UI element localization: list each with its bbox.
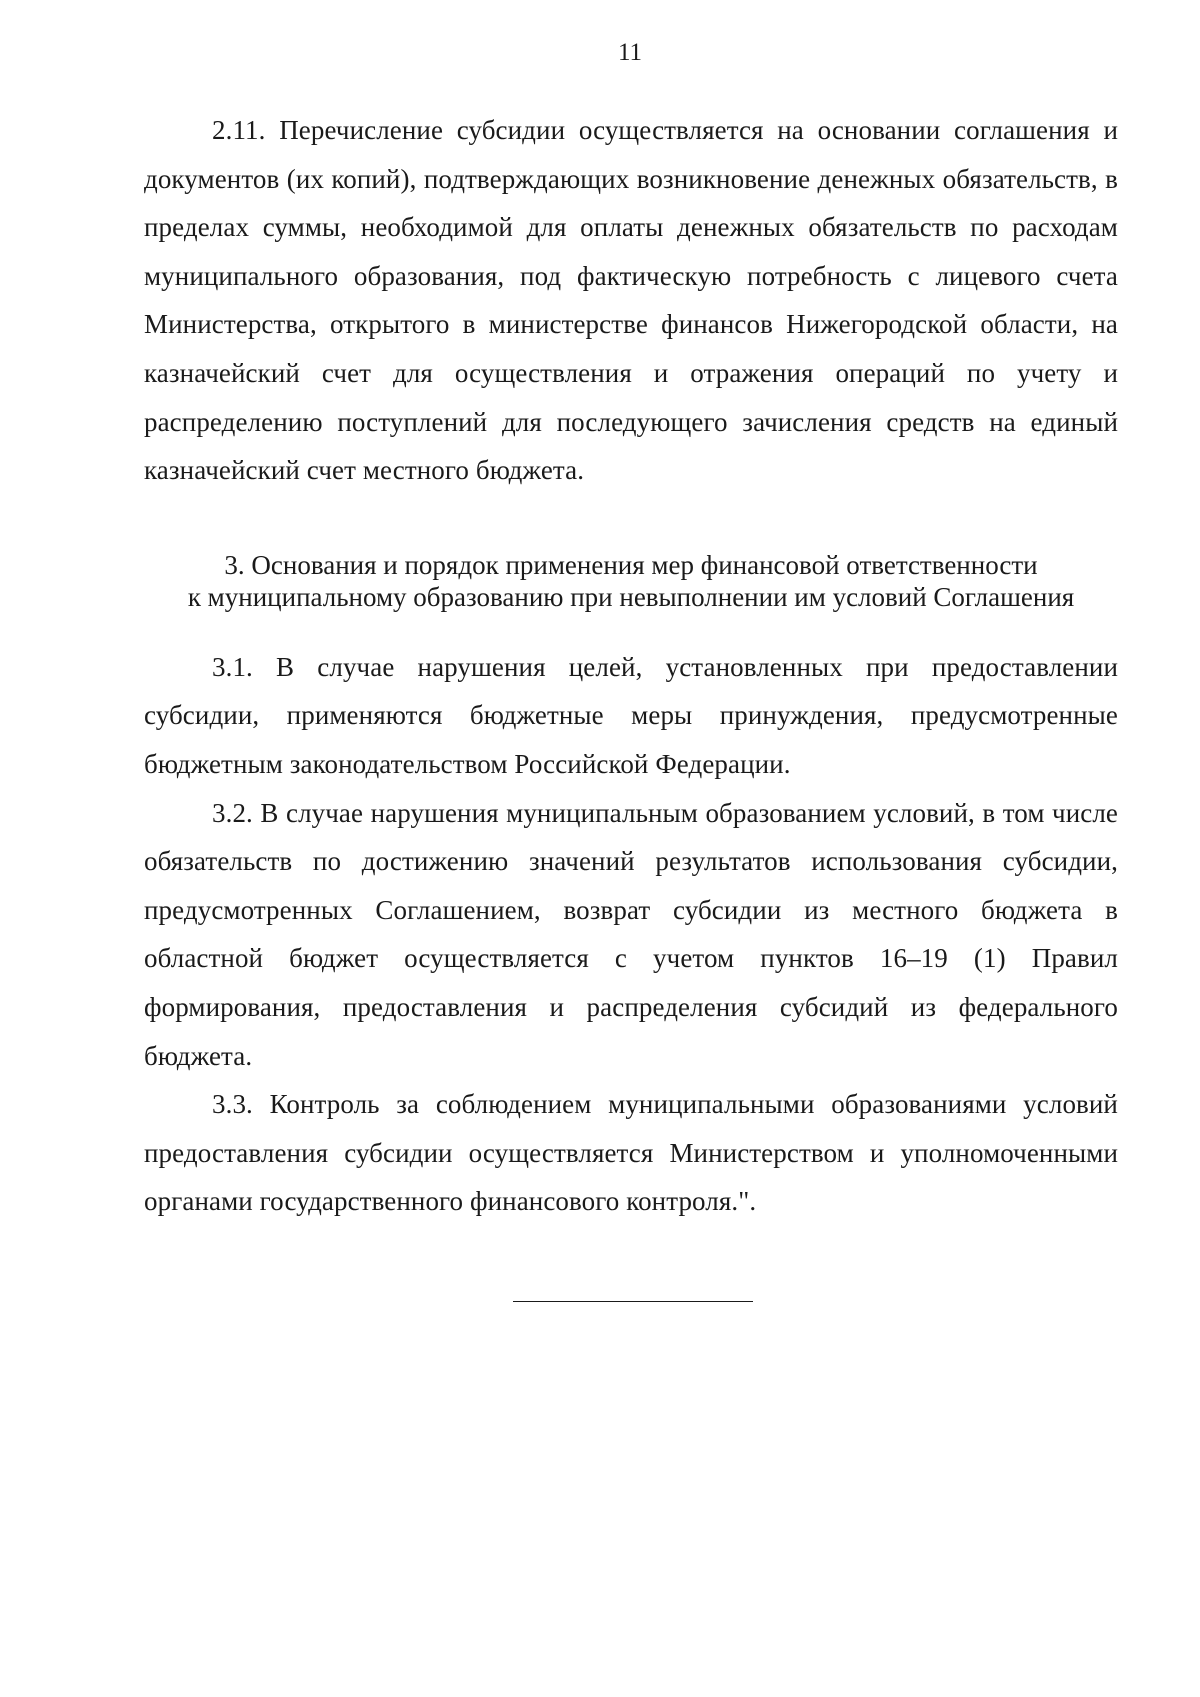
paragraph-3-3: 3.3. Контроль за соблюдением муниципальными образованиями условий предоставления субсидии осуществляется Министерством и уполномоченными органами государственного финансового контроля.". xyxy=(144,1089,1118,1217)
document-body xyxy=(144,106,1118,1226)
section-3-heading-line-2: к муниципальному образованию при невыполнении им условий Соглашения xyxy=(187,581,1075,612)
page-number: 11 xyxy=(617,39,643,66)
section-3-heading-line-1: 3. Основания и порядок применения мер финансовой ответственности xyxy=(224,549,1038,580)
section-3-heading xyxy=(144,549,1118,613)
paragraph-2-11: 2.11. Перечисление субсидии осуществляется на основании соглашения и документов (их копий), подтверждающих возникновение денежных обязательств, в пределах суммы, необходимой для оплаты денежных обязательств по расходам муниципального образования, под фактическую потребность с лицевого счета Министерства, открытого в министерстве финансов Нижегородской области, на казначейский счет для осуществления и отражения операций по учету и распределению поступлений для последующего зачисления средств на единый казначейский счет местного бюджета. xyxy=(144,115,1118,486)
paragraph-3-2: 3.2. В случае нарушения муниципальным образованием условий, в том числе обязательств по достижению значений результатов использования субсидии, предусмотренных Соглашением, возврат субсидии из местного бюджета в областной бюджет осуществляется с учетом пунктов 16–19 (1) Правил формирования, предоставления и распределения субсидий из федерального бюджета. xyxy=(144,797,1118,1071)
end-divider xyxy=(513,1301,753,1302)
paragraph-3-1: 3.1. В случае нарушения целей, установленных при предоставлении субсидии, применяются бюджетные меры принуждения, предусмотренные бюджетным законодательством Российской Федерации. xyxy=(144,651,1118,779)
